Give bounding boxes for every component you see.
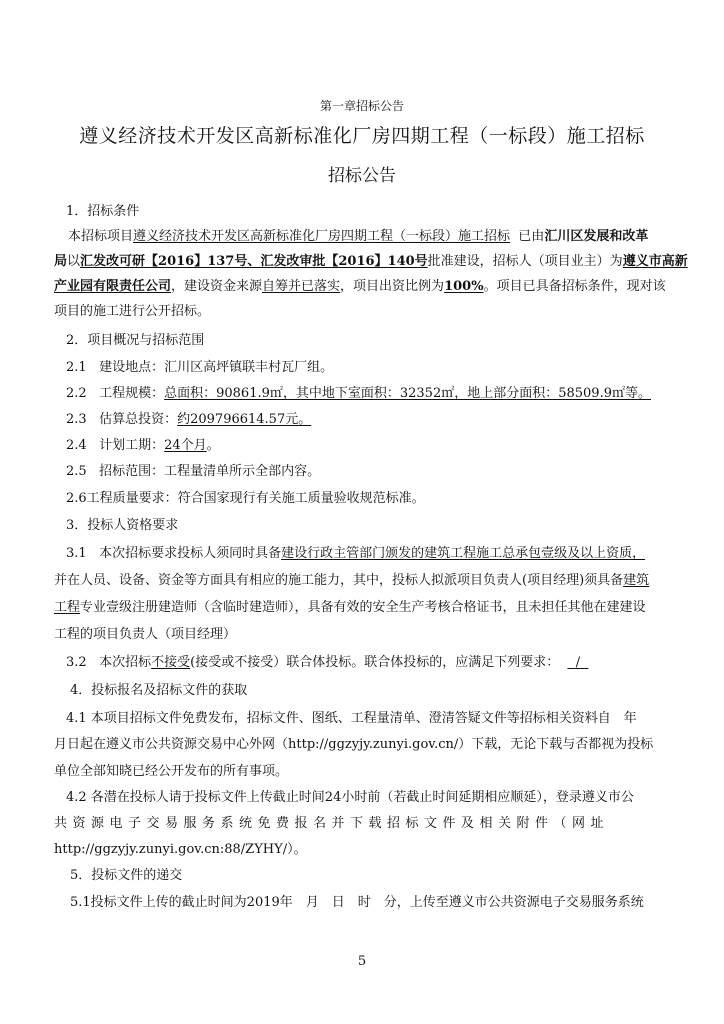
- section-1-heading: 1．招标条件: [66, 204, 140, 219]
- item-value: 总面积：90861.9㎡，其中地下室面积：32352㎡，地上部分面积：58509.9㎡等。: [164, 386, 651, 401]
- qualification-requirement: 建设行政主管部门颁发的建筑工程施工总承包壹级及以上资质，: [281, 546, 646, 561]
- item-2-1: [66, 360, 664, 376]
- item-number: 2.4: [66, 438, 87, 453]
- item-4-2-line-3: http://ggzyjy.zunyi.gov.cn:88/ZYHY/）。: [54, 842, 307, 857]
- text: ，建设资金来源: [171, 279, 263, 294]
- page-number: 5: [357, 954, 367, 969]
- item-3-1-line-2: [54, 573, 654, 589]
- text: 已由: [518, 229, 545, 244]
- text: 本招标项目: [68, 229, 134, 244]
- item-4-1-line-1: 4.1 本项目招标文件免费发布，招标文件、图纸、工程量清单、澄清答疑文件等招标相关资料自 年: [66, 711, 637, 726]
- item-2-3: [66, 412, 664, 428]
- qualification-underline: 建筑: [623, 573, 650, 588]
- owner-name: 遵义市高新: [622, 254, 688, 269]
- item-number: 2.1: [66, 360, 87, 375]
- item-label: 建设地点：: [99, 360, 165, 375]
- item-5-1-line-1: 5.1投标文件上传的截止时间为2019年 月 日 时 分，上传至遵义市公共资源电子交易服务系统: [70, 895, 644, 910]
- chapter-heading: 第一章招标公告: [319, 99, 404, 113]
- item-label: 计划工期：: [99, 438, 165, 453]
- item-4-1-line-2: 月日起在遵义市公共资源交易中心外网（http://ggzyjy.zunyi.gov.cn/）下载，无论下载与否都视为投标: [54, 737, 654, 752]
- item-value: 约209796614.57元。: [177, 412, 312, 427]
- approval-org: 汇川区发展和改革: [544, 229, 649, 244]
- joint-bid-option: 不接受: [151, 655, 191, 670]
- item-4-2-line-2: 共资源电子交易服务系统免费报名并下载招标文件及相关附件（网址: [54, 816, 610, 831]
- item-4-2-line-1: 4.2 各潜在投标人请于投标文件上传截止时间24小时前（若截止时间延期相应顺延），登录遵义市公: [66, 790, 634, 805]
- item-label: 招标范围：: [99, 464, 165, 479]
- owner-name-end: 产业园有限责任公司: [54, 279, 172, 294]
- item-number: 3.1: [66, 546, 87, 561]
- section-5-heading: 5．投标文件的递交: [70, 868, 183, 883]
- item-2-6: 2.6工程质量要求：符合国家现行有关施工质量验收规范标准。: [66, 491, 425, 506]
- slash: /: [575, 655, 581, 670]
- text: 专业壹级注册建造师（含临时建造师），具备有效的安全生产考核合格证书，且未担任其他在建建设: [80, 600, 646, 615]
- item-number: 2.3: [66, 412, 87, 427]
- text: 并在人员、设备、资金等方面具有相应的施工能力，其中，投标人拟派项目负责人(项目经理)须具备: [54, 573, 624, 588]
- item-3-1-line-4: 工程的项目负责人（项目经理）: [54, 627, 237, 642]
- item-value: 工程量清单所示全部内容。: [164, 464, 321, 479]
- item-2-4: [66, 438, 664, 454]
- approval-docs: 汇发改可研【2016】137号、汇发改审批【2016】140号: [80, 254, 428, 269]
- fund-ratio: 100%: [444, 279, 484, 294]
- item-label: 工程规模：: [99, 386, 165, 401]
- project-name: 遵义经济技术开发区高新标准化厂房四期工程（一标段）施工招标: [133, 229, 511, 244]
- section-1-line-3: [54, 279, 666, 295]
- section-2-heading: 2．项目概况与招标范围: [66, 333, 205, 348]
- item-3-2: [66, 655, 664, 671]
- text: 。项目已具备招标条件，现对该: [483, 279, 666, 294]
- item-label: 估算总投资：: [99, 412, 178, 427]
- approval-org-end: 局: [54, 254, 68, 269]
- item-number: 3.2: [66, 655, 87, 670]
- item-value: 24个月: [164, 438, 207, 453]
- text: (接受或不接受）联合体投标。联合体投标的，应满足下列要求：: [190, 655, 560, 670]
- item-number: 2.5: [66, 464, 87, 479]
- item-value: 汇川区高坪镇联丰村瓦厂组。: [164, 360, 334, 375]
- joint-bid-requirement: [567, 655, 588, 670]
- item-3-1-line-3: [54, 600, 652, 616]
- fund-source: 自筹并已落实: [262, 279, 341, 294]
- text: 。: [206, 438, 220, 453]
- item-number: 2.2: [66, 386, 87, 401]
- text: ，项目出资比例为: [340, 279, 445, 294]
- text: 以: [67, 254, 81, 269]
- item-2-2: [66, 386, 664, 402]
- qualification-underline: 工程: [54, 600, 81, 615]
- document-title: 遵义经济技术开发区高新标准化厂房四期工程（一标段）施工招标: [79, 125, 645, 147]
- text: 本次招标要求投标人须同时具备: [99, 546, 282, 561]
- section-1-line-4: 项目的施工进行公开招标。: [54, 304, 211, 319]
- section-1-line-2: [54, 254, 688, 270]
- text: 本次招标: [99, 655, 152, 670]
- section-3-heading: 3．投标人资格要求: [66, 518, 179, 533]
- text: 批准建设，招标人（项目业主）为: [427, 254, 623, 269]
- item-4-1-line-3: 单位全部知晓已经公开发布的所有事项。: [54, 764, 289, 779]
- item-3-1-line-1: [66, 546, 656, 562]
- document-subtitle: 招标公告: [328, 166, 396, 186]
- section-4-heading: 4．投标报名及招标文件的获取: [70, 683, 248, 698]
- item-2-5: [66, 464, 664, 480]
- section-1-line-1: [68, 229, 652, 245]
